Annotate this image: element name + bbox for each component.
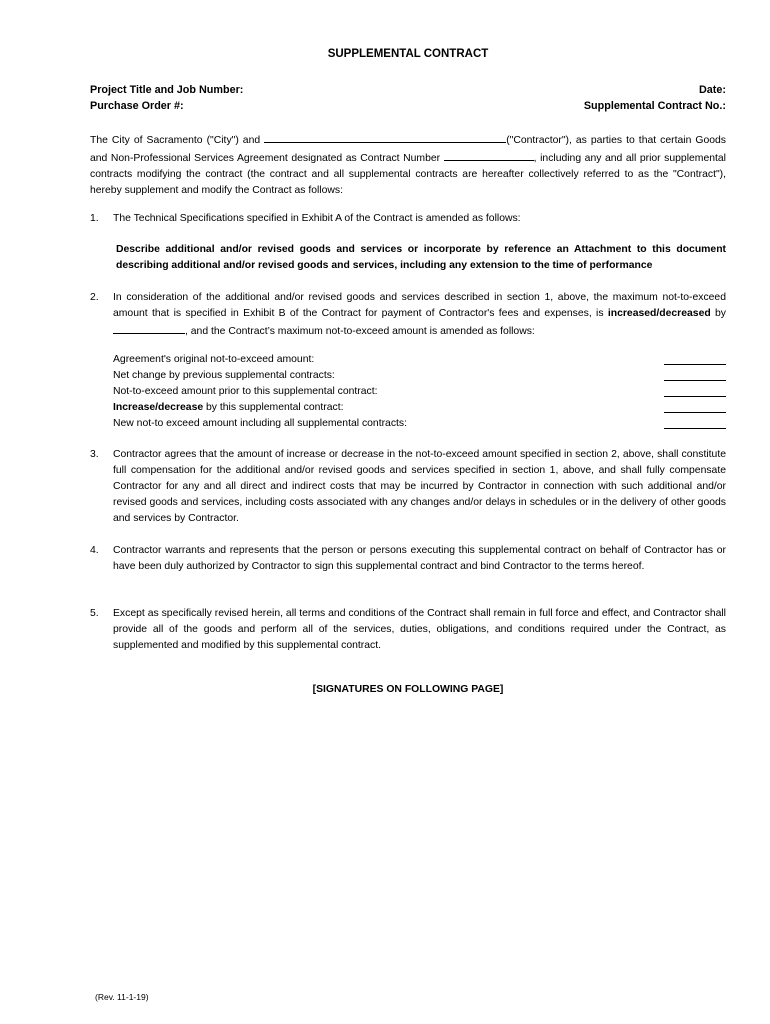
amount-row-increase-decrease [113,400,726,416]
change-amount-blank[interactable] [113,322,185,334]
amount-label-bold: Increase/decrease [113,402,204,413]
section-2-text [113,290,726,340]
section-number: 2. [90,292,99,303]
amount-blank[interactable] [664,384,726,397]
intro-paragraph [90,131,726,199]
amount-label: Agreement's original not-to-exceed amount: [113,354,315,365]
intro-text-2: ("Contractor"), as parties to that certain Goods and Non-Professional Services Agreement designated as Contract Number [90,135,726,164]
contractor-name-blank[interactable] [264,131,506,143]
section-number: 5. [90,608,99,619]
intro-text-1: The City of Sacramento ("City") and [90,135,261,146]
date-label: Date: [699,84,726,96]
section-1-text: The Technical Specifications specified in Exhibit A of the Contract is amended as follows: [113,213,521,224]
document-title: SUPPLEMENTAL CONTRACT [327,48,489,60]
amount-row-new [113,416,726,432]
section-number: 4. [90,545,99,556]
amount-row-net-change [113,368,726,384]
section-2-text-a: In consideration of the additional and/or revised goods and services described in section 1, above, the maximum not-to-exceed amount that is specified in Exhibit B of the Contract for payment of Contractor's fees and expenses, is [113,292,726,319]
amount-label: by this supplemental contract: [206,402,344,413]
intro-text-3: , including any and all prior supplemental contracts modifying the contract (the contract and all supplemental contracts are hereafter collectively referred to as the "Contract"), hereby supplement and modify the Contract as follows: [90,153,726,196]
section-number: 1. [90,213,99,224]
amount-blank[interactable] [664,400,726,413]
amount-row-original [113,352,726,368]
section-3-text: Contractor agrees that the amount of increase or decrease in the not-to-exceed amount specified in section 2, above, shall constitute full compensation for the additional and/or revised goods and services specified in section 1, above, and shall fully compensate Contractor for any and all direct and indirect costs that may be incurred by Contractor in connection with such additional and/or revised goods and services, including costs associated with any changes and/or delays in schedules or in the delivery of other goods and services by Contractor. [113,449,726,524]
section-1-instruction: Describe additional and/or revised goods and services or incorporate by reference an Attachment to this document describing additional and/or revised goods and services, including any extension to the time of performance [116,244,726,271]
amount-label: Not-to-exceed amount prior to this supplemental contract: [113,386,378,397]
amount-blank[interactable] [664,352,726,365]
header-row-2 [90,100,726,112]
project-title-label: Project Title and Job Number: [90,84,244,96]
amount-blank[interactable] [664,416,726,429]
section-2-text-b: , and the Contract’s maximum not-to-exceed amount is amended as follows: [185,326,535,337]
section-2-increased-decreased: increased/decreased [607,308,711,319]
revision-label: (Rev. 11-1-19) [95,992,149,1002]
amount-label: New not-to exceed amount including all supplemental contracts: [113,418,407,429]
signatures-note: [SIGNATURES ON FOLLOWING PAGE] [312,684,504,695]
supplemental-contract-no-label: Supplemental Contract No.: [583,100,726,112]
amount-row-prior [113,384,726,400]
section-5-text: Except as specifically revised herein, all terms and conditions of the Contract shall remain in full force and effect, and Contractor shall provide all of the goods and perform all of the services, duties, obligations, and conditions required under the Contract, as supplemented and modified by this supplemental contract. [113,608,726,651]
contract-number-blank[interactable] [444,149,534,161]
amount-blank[interactable] [664,368,726,381]
section-number: 3. [90,449,99,460]
header-row-1 [90,84,726,96]
purchase-order-label: Purchase Order #: [90,100,184,112]
section-4-text: Contractor warrants and represents that the person or persons executing this supplemental contract on behalf of Contractor has or have been duly authorized by Contractor to sign this supplemental contract and bind Contractor to the terms hereof. [113,545,726,572]
amount-label: Net change by previous supplemental contracts: [113,370,335,381]
section-2-by: by [715,308,726,319]
